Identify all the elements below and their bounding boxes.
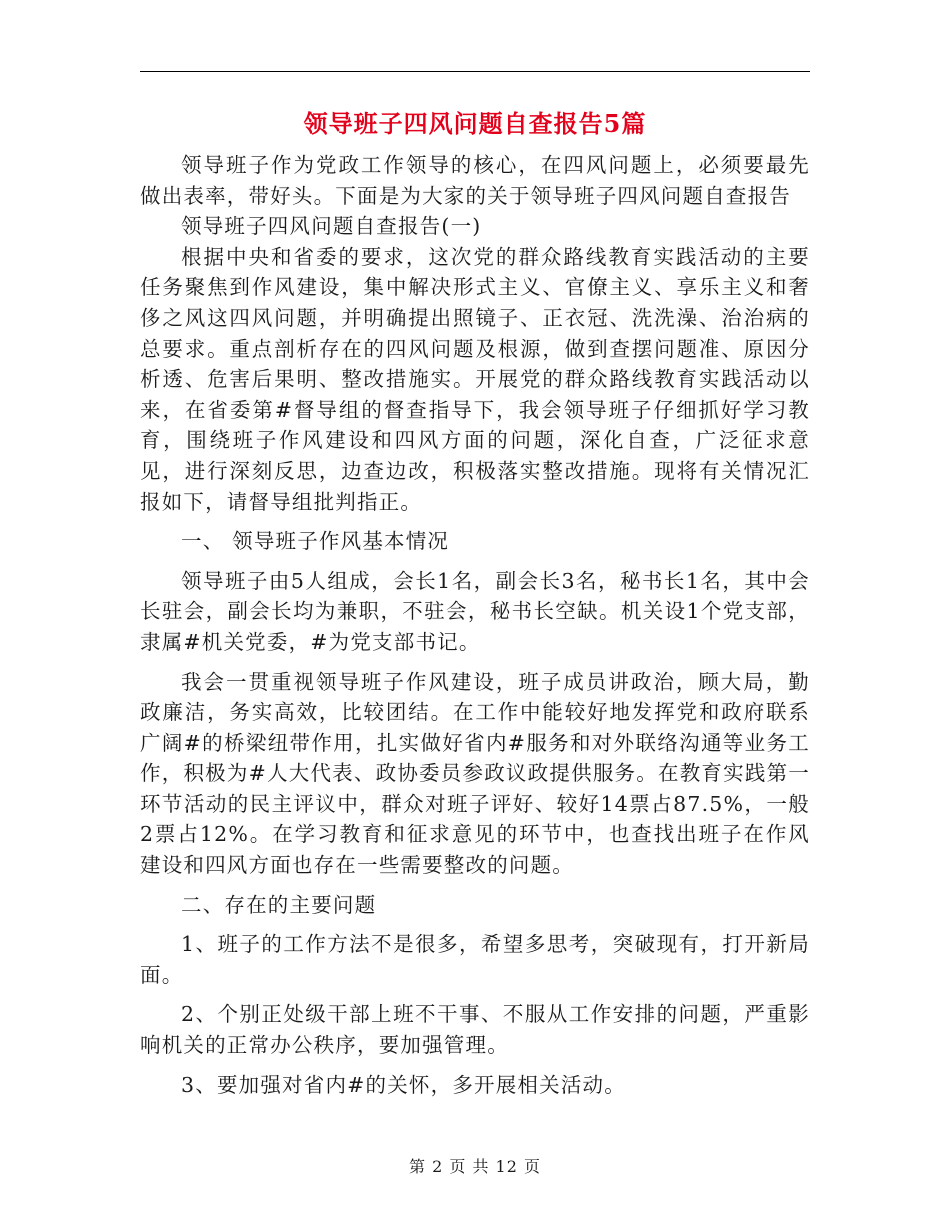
body-paragraph: 领导班子由5人组成，会长1名，副会长3名，秘书长1名，其中会长驻会，副会长均为兼职，不驻会，秘书长空缺。机关设1个党支部，隶属#机关党委，#为党支部书记。 [140,568,810,654]
list-item: 3、要加强对省内#的关怀，多开展相关活动。 [181,1072,626,1097]
list-item: 2、个别正处级干部上班不干事、不服从工作安排的问题，严重影响机关的正常办公秩序，要加强管理。 [140,1002,810,1058]
document-title: 领导班子四风问题自查报告5篇 [303,109,647,138]
section-heading: 一、 领导班子作风基本情况 [181,529,450,554]
body-paragraph: 我会一贯重视领导班子作风建设，班子成员讲政治，顾大局，勤政廉洁，务实高效，比较团结。在工作中能较好地发挥党和政府联系广阔#的桥梁纽带作用，扎实做好省内#服务和对外联络沟通等业务工作，积极为#人大代表、政协委员参政议政提供服务。在教育实践第一环节活动的民主评议中，群众对班子评好、较好14票占87.5%，一般2票占12%。在学习教育和征求意见的环节中，也查找出班子在作风建设和四风方面也存在一些需要整改的问题。 [140,669,810,878]
section-heading: 二、存在的主要问题 [181,892,377,917]
header-rule [140,71,810,72]
document-body [140,150,810,1100]
intro-paragraph: 领导班子作为党政工作领导的核心，在四风问题上，必须要最先做出表率，带好头。下面是为大家的关于领导班子四风问题自查报告 [140,153,810,208]
list-item: 1、班子的工作方法不是很多，希望多思考，突破现有，打开新局面。 [140,932,810,987]
page-number: 第 2 页 共 12 页 [409,1157,541,1176]
body-paragraph: 根据中央和省委的要求，这次党的群众路线教育实践活动的主要任务聚焦到作风建设，集中解决形式主义、官僚主义、享乐主义和奢侈之风这四风问题，并明确提出照镜子、正衣冠、洗洗澡、治治病的总要求。重点剖析存在的四风问题及根源，做到查摆问题准、原因分析透、危害后果明、整改措施实。开展党的群众路线教育实践活动以来，在省委第#督导组的督查指导下，我会领导班子仔细抓好学习教育，围绕班子作风建设和四风方面的问题，深化自查，广泛征求意见，进行深刻反思，边查边改，积极落实整改措施。现将有关情况汇报如下，请督导组批判指正。 [140,244,810,514]
report-subtitle: 领导班子四风问题自查报告(一) [181,214,482,239]
